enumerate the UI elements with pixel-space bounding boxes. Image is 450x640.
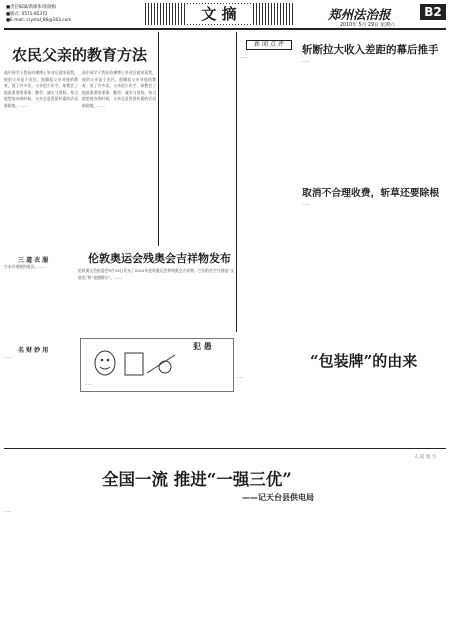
- article-packaging-origin: [236, 336, 446, 436]
- info-line-2: ■版式: 0571-85372: [6, 11, 48, 17]
- info-line-1: ■责任编辑/新媒体/崔晓梅: [6, 5, 56, 10]
- article-body: ……: [302, 58, 310, 63]
- article-title: “包装牌”的由来: [310, 352, 418, 370]
- article-title: 斩断拉大收入差距的幕后推手: [302, 44, 439, 56]
- article-title: 名 财 妙 用: [18, 347, 49, 354]
- article-farmer-father: [4, 32, 156, 252]
- page-number: B2: [420, 4, 446, 20]
- cartoon-illustration: [85, 345, 185, 381]
- article-body: ……: [4, 354, 12, 359]
- commentary-body: ……: [240, 54, 248, 59]
- power-badge: 人 民 电 力: [414, 455, 437, 460]
- article-title: 取消不合理收费，斩草还要除根: [302, 188, 440, 199]
- bottom-subtitle: ——记天台县供电局: [242, 493, 314, 502]
- bottom-body: ……: [4, 508, 12, 513]
- section-banner: [145, 3, 293, 25]
- issue-date: 2010年 5月 29日 星期六: [340, 23, 395, 28]
- article-body: ……: [236, 374, 244, 379]
- article-body: 伦敦奥运会组委会5月19日发布了2012年伦敦奥运会和残奥会吉祥物，它们的名字分别是“文洛克”和“曼德维尔”。……: [78, 268, 234, 280]
- cartoon-image: [80, 338, 234, 392]
- article-body: 古未有道袍的说法。……: [4, 264, 46, 269]
- article-body-left: 高中同学于我从哈佛博士毕业后就来看我，他的父亲是个农民。他聊起父亲对他的教育，说了许多话。父亲很少识字，却教会了他最重要的事情：勤劳、诚实与坚持。每当他想放弃的时候，父亲总是用最朴素的话语鼓励他。……: [4, 70, 78, 108]
- section-title: 文 摘: [185, 4, 253, 24]
- article-income-gap: [302, 32, 446, 182]
- article-power-bureau: [4, 452, 446, 638]
- article-olympic-mascot: [78, 250, 234, 336]
- article-name-use: [4, 345, 76, 395]
- masthead: [0, 0, 450, 30]
- newspaper-logo: 郑州法治报: [328, 7, 391, 22]
- masthead-info: [6, 5, 71, 25]
- article-title: 农民父亲的教育方法: [12, 46, 148, 64]
- commentary-kicker: 新 闻 点 评: [246, 40, 292, 50]
- news-commentary-box: [238, 32, 300, 267]
- article-body-right: 高中同学于我从哈佛博士毕业后就来看我，他的父亲是个农民。他聊起父亲对他的教育，说了许多话。父亲很少识字，却教会了他最重要的事情：勤劳、诚实与坚持。每当他想放弃的时候，父亲总是用最朴素的话语鼓励他。……: [82, 70, 156, 108]
- cartoon-caption: 犯 愚: [193, 342, 212, 351]
- bottom-title: 全国一流 推进“一强三优”: [102, 470, 292, 489]
- cartoon-text: ……: [85, 381, 93, 386]
- article-unreasonable-fees: [302, 185, 446, 325]
- article-body: ……: [302, 201, 310, 206]
- article-three-robes: [4, 255, 76, 340]
- info-line-3: ■E-mail: crystal_86@163.com: [6, 18, 72, 23]
- article-title: 三 道 衣 服: [18, 257, 49, 264]
- article-title: 伦敦奥运会残奥会吉祥物发布: [88, 252, 231, 265]
